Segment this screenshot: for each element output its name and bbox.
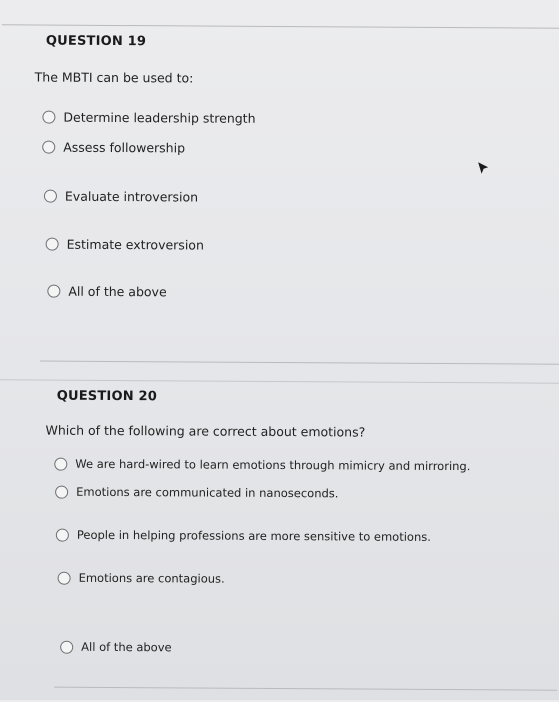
q20-option-helping-professions[interactable] bbox=[56, 528, 431, 544]
q19-option-estimate-extroversion[interactable] bbox=[46, 237, 204, 253]
mouse-pointer-icon bbox=[477, 161, 489, 175]
q19-option-label: Estimate extroversion bbox=[66, 236, 204, 253]
bottom-divider bbox=[54, 687, 557, 691]
radio-unselected-icon[interactable] bbox=[58, 571, 71, 584]
q20-option-hard-wired[interactable] bbox=[54, 457, 470, 474]
q20-option-label: Emotions are communicated in nanoseconds. bbox=[76, 484, 339, 501]
radio-unselected-icon[interactable] bbox=[56, 528, 69, 541]
question-19-block bbox=[2, 0, 559, 300]
middle-divider bbox=[40, 361, 559, 365]
question-20-title: QUESTION 20 bbox=[56, 388, 158, 405]
q20-option-label: People in helping professions are more sensitive to emotions. bbox=[76, 527, 431, 544]
top-divider bbox=[2, 24, 559, 28]
q19-option-label: Evaluate introversion bbox=[64, 188, 199, 205]
radio-unselected-icon[interactable] bbox=[42, 111, 55, 124]
radio-unselected-icon[interactable] bbox=[44, 190, 57, 203]
q20-option-label: We are hard-wired to learn emotions through mimicry and mirroring. bbox=[75, 456, 471, 474]
q20-option-all-of-the-above[interactable] bbox=[60, 640, 172, 655]
q19-option-assess-followership[interactable] bbox=[42, 140, 185, 156]
radio-unselected-icon[interactable] bbox=[60, 640, 73, 653]
question-19-title: QUESTION 19 bbox=[45, 33, 147, 50]
q19-option-determine-leadership[interactable] bbox=[42, 110, 255, 126]
radio-unselected-icon[interactable] bbox=[55, 485, 68, 498]
question-20-prompt: Which of the following are correct about emotions? bbox=[45, 422, 366, 440]
radio-unselected-icon[interactable] bbox=[54, 457, 67, 470]
q20-option-label: Emotions are contagious. bbox=[78, 570, 225, 586]
section-divider bbox=[0, 379, 559, 383]
q19-option-label: All of the above bbox=[68, 283, 167, 300]
q20-option-contagious[interactable] bbox=[58, 571, 225, 586]
q19-option-label: Assess followership bbox=[63, 139, 186, 156]
q20-option-label: All of the above bbox=[81, 639, 172, 655]
radio-unselected-icon[interactable] bbox=[47, 285, 60, 298]
question-19-prompt: The MBTI can be used to: bbox=[34, 69, 194, 86]
q20-option-nanoseconds[interactable] bbox=[55, 485, 338, 501]
q19-option-evaluate-introversion[interactable] bbox=[44, 189, 198, 205]
radio-unselected-icon[interactable] bbox=[42, 141, 55, 154]
q19-option-all-of-the-above[interactable] bbox=[47, 284, 166, 300]
radio-unselected-icon[interactable] bbox=[46, 238, 59, 251]
q19-option-label: Determine leadership strength bbox=[63, 109, 256, 126]
